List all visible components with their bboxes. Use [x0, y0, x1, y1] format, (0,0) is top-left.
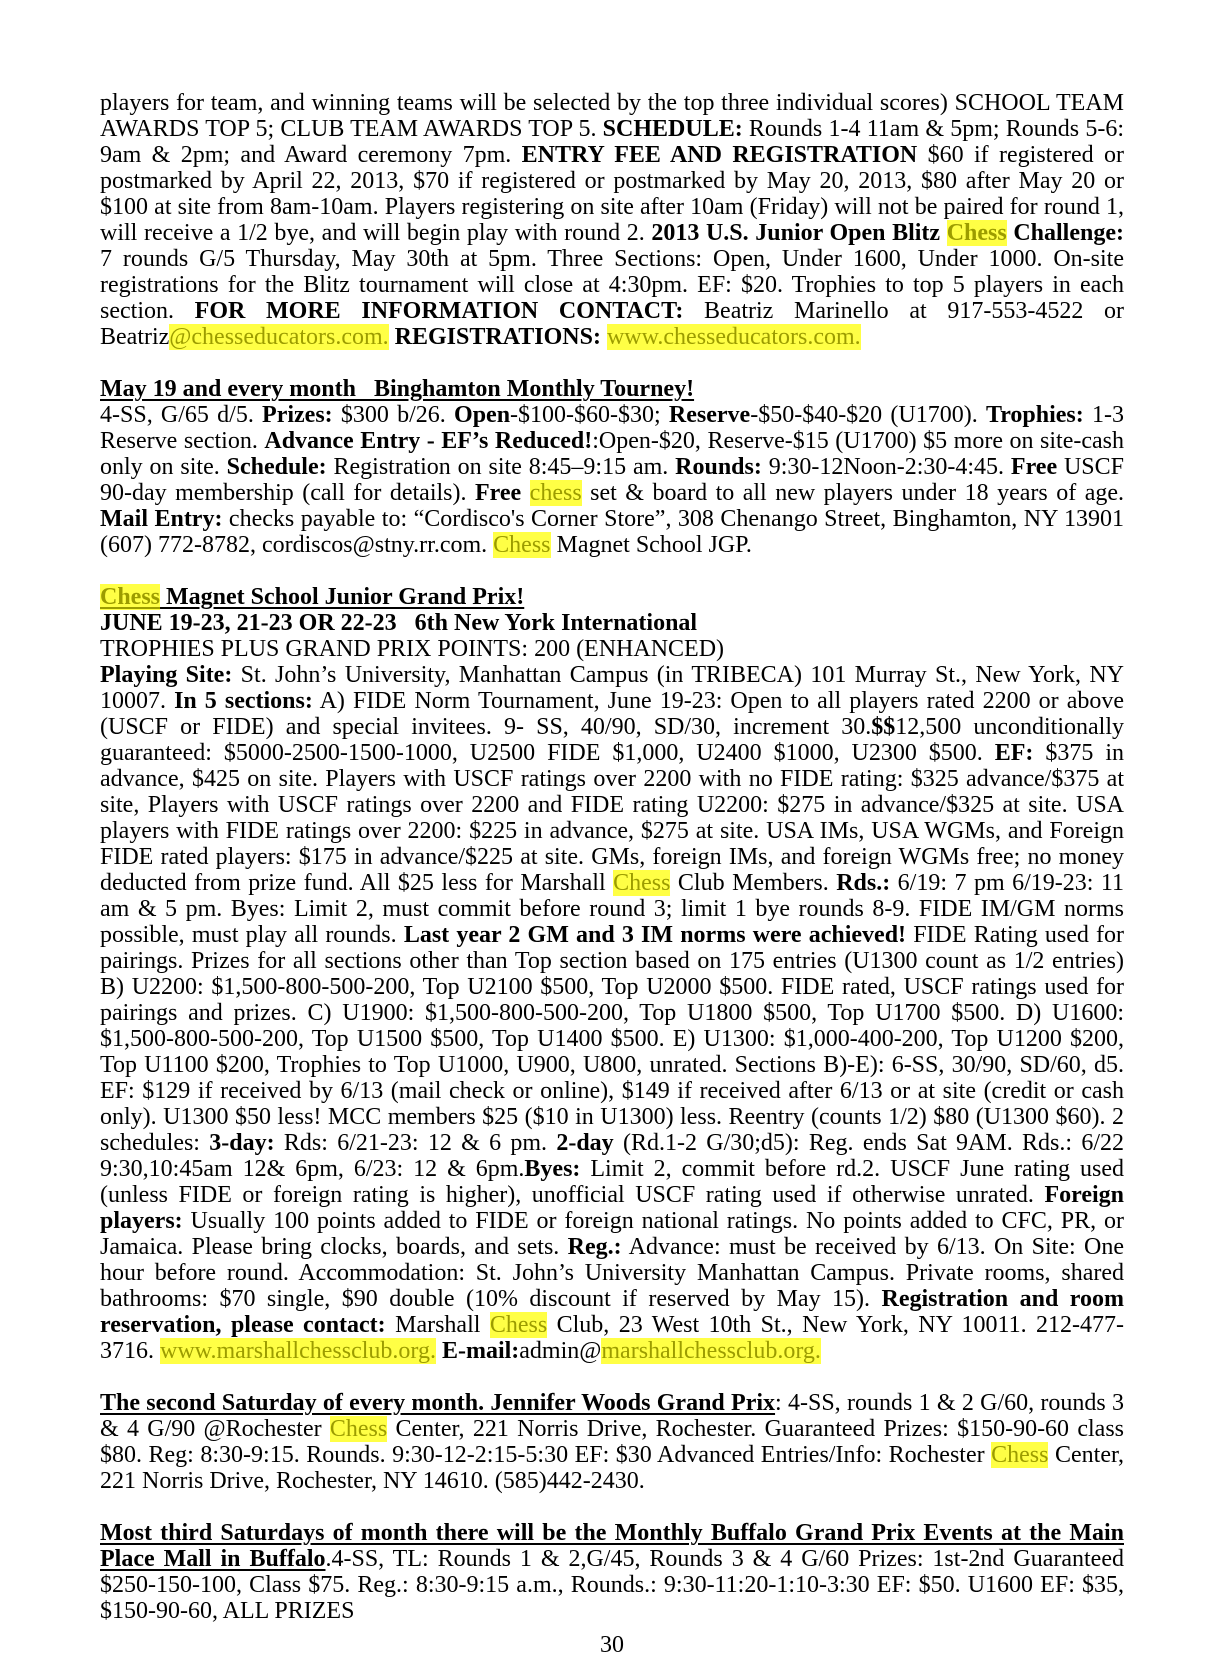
heading-chess-magnet-school-junior-grand-prix: Magnet School Junior Grand Prix! — [160, 584, 525, 610]
paragraph-jennifer-woods-grand-prix — [100, 1390, 1124, 1494]
text-run: Club Members. — [670, 870, 837, 896]
text-run — [521, 480, 530, 506]
text-run: Limit 2, commit before rd.2. USCF June rating used (unless FIDE or foreign rating is higher), unofficial USCF rating used if otherwise unrated. — [100, 1156, 1124, 1208]
label-2-day: 2-day — [556, 1130, 614, 1156]
highlight-chess: chess — [529, 480, 582, 506]
link-marshallchessclub-email-domain[interactable]: marshallchessclub.org. — [601, 1338, 821, 1364]
text-run: admin@ — [519, 1338, 602, 1364]
label-reg: Reg.: — [567, 1234, 622, 1260]
text-run: St. John’s University, Manhattan Campus (in TRIBECA) 101 Murray St., New York, NY 10007. — [100, 662, 1124, 714]
label-email: E-mail: — [441, 1338, 520, 1364]
link-chesseducators-website[interactable]: www.chesseducators.com. — [606, 324, 861, 350]
text-run: Usually 100 points added to FIDE or foreign national ratings. No points added to CFC, PR, or Jamaica. Please bring clocks, boards, and sets. — [100, 1208, 1124, 1260]
heading-chess-magnet-school-junior-grand-prix — [100, 584, 1124, 610]
text-run: $300 b/26. — [332, 402, 455, 428]
text-run: Free — [1010, 454, 1058, 480]
text-run: 9:30-12Noon-2:30-4:45. — [761, 454, 1011, 480]
text-run: A) FIDE Norm Tournament, June 19-23: Open to all players rated 2200 or above (USCF or FIDE) and special invitees. 9- SS, 40/90, SD/30, increment 30. — [100, 688, 1125, 740]
highlight-chess: Chess — [329, 1416, 388, 1442]
text-run: players for team, and winning teams will be selected by the top three individual scores) SCHOOL TEAM AWARDS TOP 5; CLUB TEAM AWARDS TOP 5. — [100, 90, 1124, 142]
text-run: -$100-$60-$30; — [510, 402, 669, 428]
text-run: Free — [474, 480, 522, 506]
highlight-chess: Chess — [613, 870, 671, 896]
paragraph-school-team-awards-continuation — [100, 90, 1124, 350]
heading-binghamton-monthly-tourney — [100, 376, 1124, 402]
page-number: 30 — [600, 1632, 624, 1658]
label-schedule: SCHEDULE: — [602, 116, 743, 142]
link-chesseducators-email[interactable]: @chesseducators.com. — [169, 324, 389, 350]
label-registrations: REGISTRATIONS: — [394, 324, 601, 350]
highlight-chess: Chess — [946, 220, 1007, 246]
text-trophies-grand-prix-points: TROPHIES PLUS GRAND PRIX POINTS: 200 (ENHANCED) — [100, 636, 725, 662]
text-run: 12,500 unconditionally guaranteed: $5000-2500-1500-1000, U2500 FIDE $1,000, U2400 $1000, U2300 $500. — [100, 714, 1124, 766]
paragraph-binghamton-details — [100, 402, 1124, 558]
text-run: checks payable to: “Cordisco's Corner Store”, 308 Chenango Street, Binghamton, NY 13901 (607) 772-8782, cordiscos@stny.rr.com. — [100, 506, 1124, 558]
text-run: Registration on site 8:45–9:15 am. — [326, 454, 676, 480]
label-advance-entry-reduced: Advance Entry - EF’s Reduced! — [264, 428, 593, 454]
label-for-more-information-contact: FOR MORE INFORMATION CONTACT: — [194, 298, 684, 324]
text-run: Rounds 1-4 11am & 5pm; Rounds 5-6: 9am & 2pm; and Award ceremony 7pm. — [100, 116, 1125, 168]
text-trophies-grand-prix-points — [100, 636, 1124, 662]
heading-buffalo-grand-prix: Most third Saturdays of month there will be the Monthly Buffalo Grand Prix Events at the Main Place Mall in Buffalo — [100, 1520, 1124, 1572]
text-run: USCF 90-day membership (call for details). — [100, 454, 1124, 506]
event-title-us-junior-open-blitz: 2013 U.S. Junior Open Blitz — [651, 220, 947, 246]
heading-jennifer-woods-grand-prix: The second Saturday of every month. Jennifer Woods Grand Prix — [100, 1390, 776, 1416]
text-run: 6/19: 7 pm 6/19-23: 11 am & 5 pm. Byes: Limit 2, must commit before round 3; limit 1 bye rounds 8-9. FIDE IM/GM norms possible, must play all rounds. — [100, 870, 1124, 948]
highlight-chess: Chess — [493, 532, 551, 558]
paragraph-new-york-international-details — [100, 662, 1124, 1364]
label-trophies: Trophies: — [985, 402, 1084, 428]
highlight-chess: Chess — [100, 584, 161, 610]
text-run: Reserve — [668, 402, 751, 428]
label-byes: Byes: — [524, 1156, 581, 1182]
highlight-chess: Chess — [991, 1442, 1049, 1468]
label-rounds: Rounds: — [675, 454, 762, 480]
heading-6th-new-york-international: JUNE 19-23, 21-23 OR 22-23 6th New York International — [100, 610, 698, 636]
text-run: Open — [454, 402, 511, 428]
heading-binghamton-monthly-tourney: May 19 and every month Binghamton Monthly Tourney! — [100, 376, 695, 402]
text-run: Center, 221 Norris Drive, Rochester. Guaranteed Prizes: $150-90-60 class $80. Reg: 8:30-9:15. Rounds. 9:30-12-2:15-5:30 EF: $30 Advanced Entries/Info: Rochester — [100, 1416, 1124, 1468]
label-entry-fee-and-registration: ENTRY FEE AND REGISTRATION — [521, 142, 918, 168]
text-run: $$ — [871, 714, 896, 740]
heading-6th-new-york-international-dates — [100, 610, 1124, 636]
text-run: 4-SS, G/65 d/5. — [100, 402, 263, 428]
text-run: Beatriz Marinello at 917-553-4522 or Beatriz — [100, 298, 1124, 350]
text-run: Magnet School JGP. — [550, 532, 752, 558]
label-rds: Rds.: — [836, 870, 891, 896]
text-run: :Open-$20, Reserve-$15 (U1700) $5 more on site-cash only on site. — [100, 428, 1125, 480]
text-run: set & board to all new players under 18 years of age. — [581, 480, 1125, 506]
label-foreign-players: Foreign players: — [100, 1182, 1124, 1234]
label-playing-site: Playing Site: — [100, 662, 233, 688]
text-run: Marshall — [385, 1312, 490, 1338]
label-ef: EF: — [994, 740, 1034, 766]
label-3-day: 3-day: — [209, 1130, 275, 1156]
label-schedule: Schedule: — [226, 454, 327, 480]
label-in-5-sections: In 5 sections: — [174, 688, 313, 714]
text-run: : 4-SS, rounds 1 & 2 G/60, rounds 3 & 4 G/90 @Rochester — [100, 1390, 1125, 1442]
text-run: .4-SS, TL: Rounds 1 & 2,G/45, Rounds 3 & 4 G/60 Prizes: 1st-2nd Guaranteed $250-150-100, Class $75. Reg.: 8:30-9:15 a.m., Rounds.: 9:30-11:20-1:10-3:30 EF: $50. U1600 EF: $35, $150-90-60, ALL PRIZES — [100, 1546, 1124, 1624]
link-marshallchessclub-website[interactable]: www.marshallchessclub.org. — [160, 1338, 436, 1364]
text-run: Rds: 6/21-23: 12 & 6 pm. — [274, 1130, 557, 1156]
text-run: Challenge: — [1006, 220, 1124, 246]
label-registration-room-reservation: Registration and room reservation, please contact: — [100, 1286, 1124, 1338]
text-run: Advance: must be received by 6/13. On Site: One hour before round. Accommodation: St. John’s University Manhattan Campus. Private rooms, shared bathrooms: $70 single, $90 double (10% discount if reserved by May 15). — [100, 1234, 1124, 1312]
text-run: Club, 23 West 10th St., New York, NY 10011. 212-477-3716. — [100, 1312, 1125, 1364]
highlight-chess: Chess — [489, 1312, 548, 1338]
text-run: $375 in advance, $425 on site. Players with USCF ratings over 2200 with no FIDE rating: $325 advance/$375 at site, Players with USCF ratings over 2200 and FIDE rating U2200: $275 in advance/$325 at site. USA players with FIDE ratings over 2200: $225 in advance, $275 at site. USA IMs, USA WGMs, and Foreign FIDE rated players: $175 in advance/$225 at site. GMs, foreign IMs, and foreign WGMs free; no money deducted from prize fund. All $25 less for Marshall — [100, 740, 1124, 896]
text-run: 1-3 Reserve section. — [100, 402, 1124, 454]
text-norms-achieved: Last year 2 GM and 3 IM norms were achieved! — [403, 922, 907, 948]
text-run: FIDE Rating used for pairings. Prizes for all sections other than Top section based on 175 entries (U1300 count as 1/2 entries) B) U2200: $1,500-800-500-200, Top U2100 $500, Top U2000 $500. FIDE rated, USCF ratings used for pairings and prizes. C) U1900: $1,500-800-500-200, Top U1800 $500, Top U1700 $500. D) U1600: $1,500-800-500-200, Top U1500 $500, Top U1400 $500. E) U1300: $1,000-400-200, Top U1200 $200, Top U1100 $200, Trophies to Top U1000, U900, U800, unrated. Sections B)-E): 6-SS, 30/90, SD/60, d5. EF: $129 if received by 6/13 (mail check or online), $149 if received after 6/13 or at site (credit or cash only). U1300 $50 less! MCC members $25 ($10 in U1300) less. Reentry (counts 1/2) $80 (U1300 $60). 2 schedules: — [100, 922, 1125, 1156]
text-run: -$50-$40-$20 (U1700). — [750, 402, 986, 428]
text-run: Center, 221 Norris Drive, Rochester, NY 14610. (585)442-2430. — [100, 1442, 1125, 1494]
text-run: 7 rounds G/5 Thursday, May 30th at 5pm. Three Sections: Open, Under 1600, Under 1000. On-site registrations for the Blitz tournament will close at 4:30pm. EF: $20. Trophies to top 5 players in each section. — [100, 246, 1124, 324]
text-run: $60 if registered or postmarked by April 22, 2013, $70 if registered or postmarked by May 20, 2013, $80 after May 20 or $100 at site from 8am-10am. Players registering on site after 10am (Friday) will not be paired for round 1, will receive a 1/2 bye, and will begin play with round 2. — [100, 142, 1124, 246]
label-prizes: Prizes: — [262, 402, 333, 428]
label-mail-entry: Mail Entry: — [100, 506, 223, 532]
paragraph-buffalo-grand-prix — [100, 1520, 1124, 1624]
text-run: (Rd.1-2 G/30;d5): Reg. ends Sat 9AM. Rds.: 6/22 9:30,10:45am 12& 6pm, 6/23: 12 & 6pm. — [100, 1130, 1124, 1182]
